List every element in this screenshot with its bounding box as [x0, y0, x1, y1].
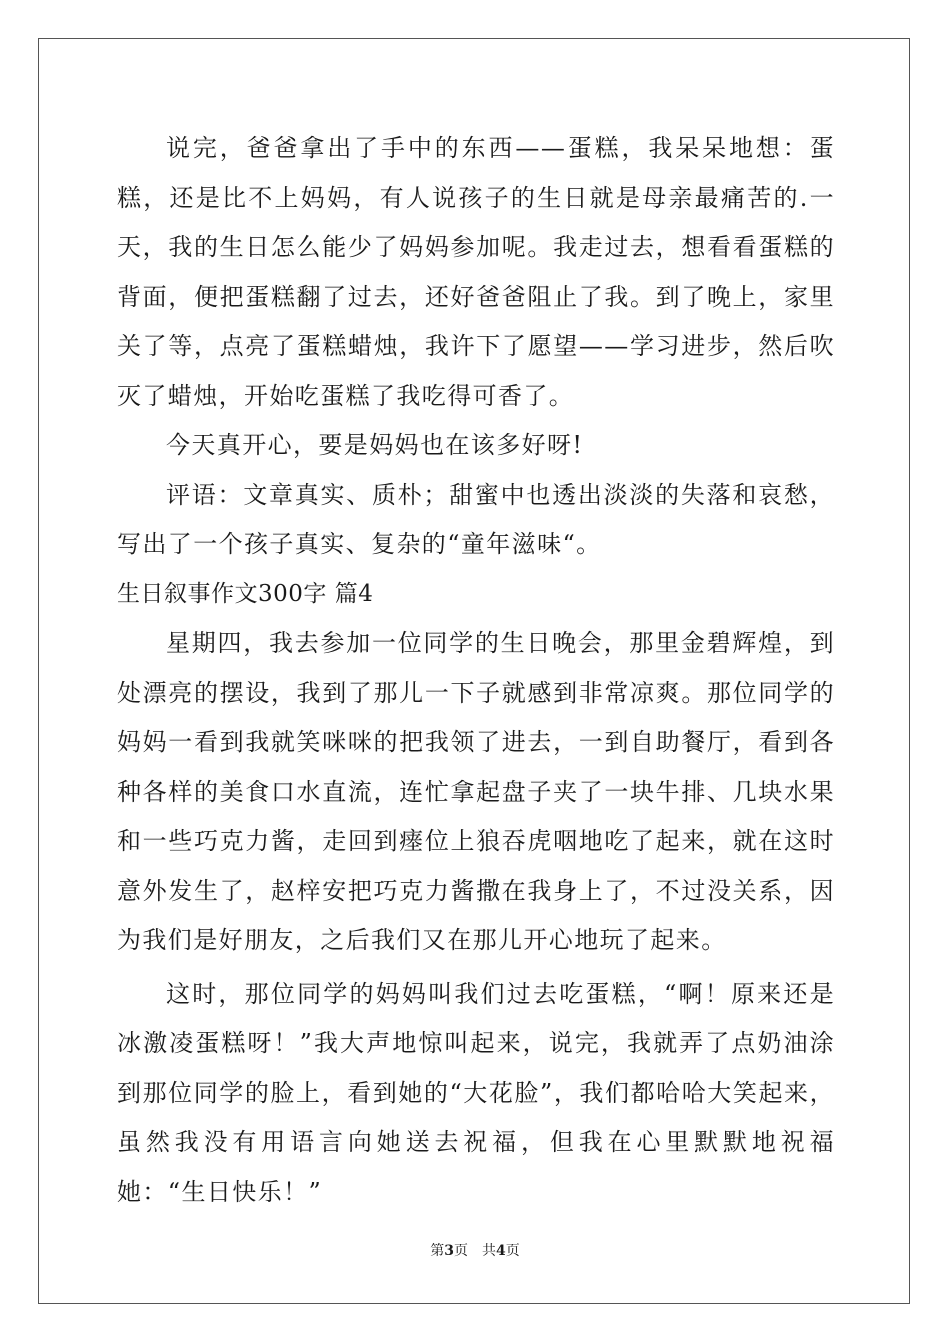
- page-current: 3: [444, 1243, 454, 1259]
- paragraph: 说完，爸爸拿出了手中的东西——蛋糕，我呆呆地想：蛋糕，还是比不上妈妈，有人说孩子的生日就是母亲最痛苦的.一天，我的生日怎么能少了妈妈参加呢。我走过去，想看看蛋糕的背面，便把蛋糕翻了过去，还好爸爸阻止了我。到了晚上，家里关了等，点亮了蛋糕蜡烛，我许下了愿望——学习进步，然后吹灭了蜡烛，开始吃蛋糕了我吃得可香了。: [117, 134, 835, 410]
- paragraph: 星期四，我去参加一位同学的生日晚会，那里金碧辉煌，到处漂亮的摆设，我到了那儿一下子就感到非常凉爽。那位同学的妈妈一看到我就笑咪咪的把我领了进去，一到自助餐厅，看到各种各样的美食口水直流，连忙拿起盘子夹了一块牛排、几块水果和一些巧克力酱，走回到瘗位上狼吞虎咽地吃了起来，就在这时意外发生了，赵梓安把巧克力酱撒在我身上了，不过没关系，因为我们是好朋友，之后我们又在那儿开心地玩了起来。: [117, 629, 835, 954]
- page-footer: [0, 1240, 950, 1260]
- total-prefix: 共: [482, 1243, 496, 1259]
- paragraph: 今天真开心，要是妈妈也在该多好呀!: [166, 431, 584, 459]
- page-prefix: 第: [430, 1243, 445, 1259]
- document-body: [117, 124, 835, 1217]
- page-total: 4: [496, 1243, 506, 1259]
- section-heading: 生日叙事作文300字 篇4: [117, 580, 374, 607]
- total-suffix: 页: [505, 1243, 520, 1259]
- page-suffix: 页: [454, 1243, 468, 1259]
- comment-paragraph: 评语：文章真实、质朴；甜蜜中也透出淡淡的失落和哀愁，写出了一个孩子真实、复杂的“童年滋味“。: [117, 480, 835, 558]
- paragraph: 这时，那位同学的妈妈叫我们过去吃蛋糕，“啊！原来还是冰激凌蛋糕呀！”我大声地惊叫起来，说完，我就弄了点奶油涂到那位同学的脸上，看到她的“大花脸”，我们都哈哈大笑起来，虽然我没有用语言向她送去祝福，但我在心里默默地祝福她：“生日快乐！”: [117, 979, 835, 1206]
